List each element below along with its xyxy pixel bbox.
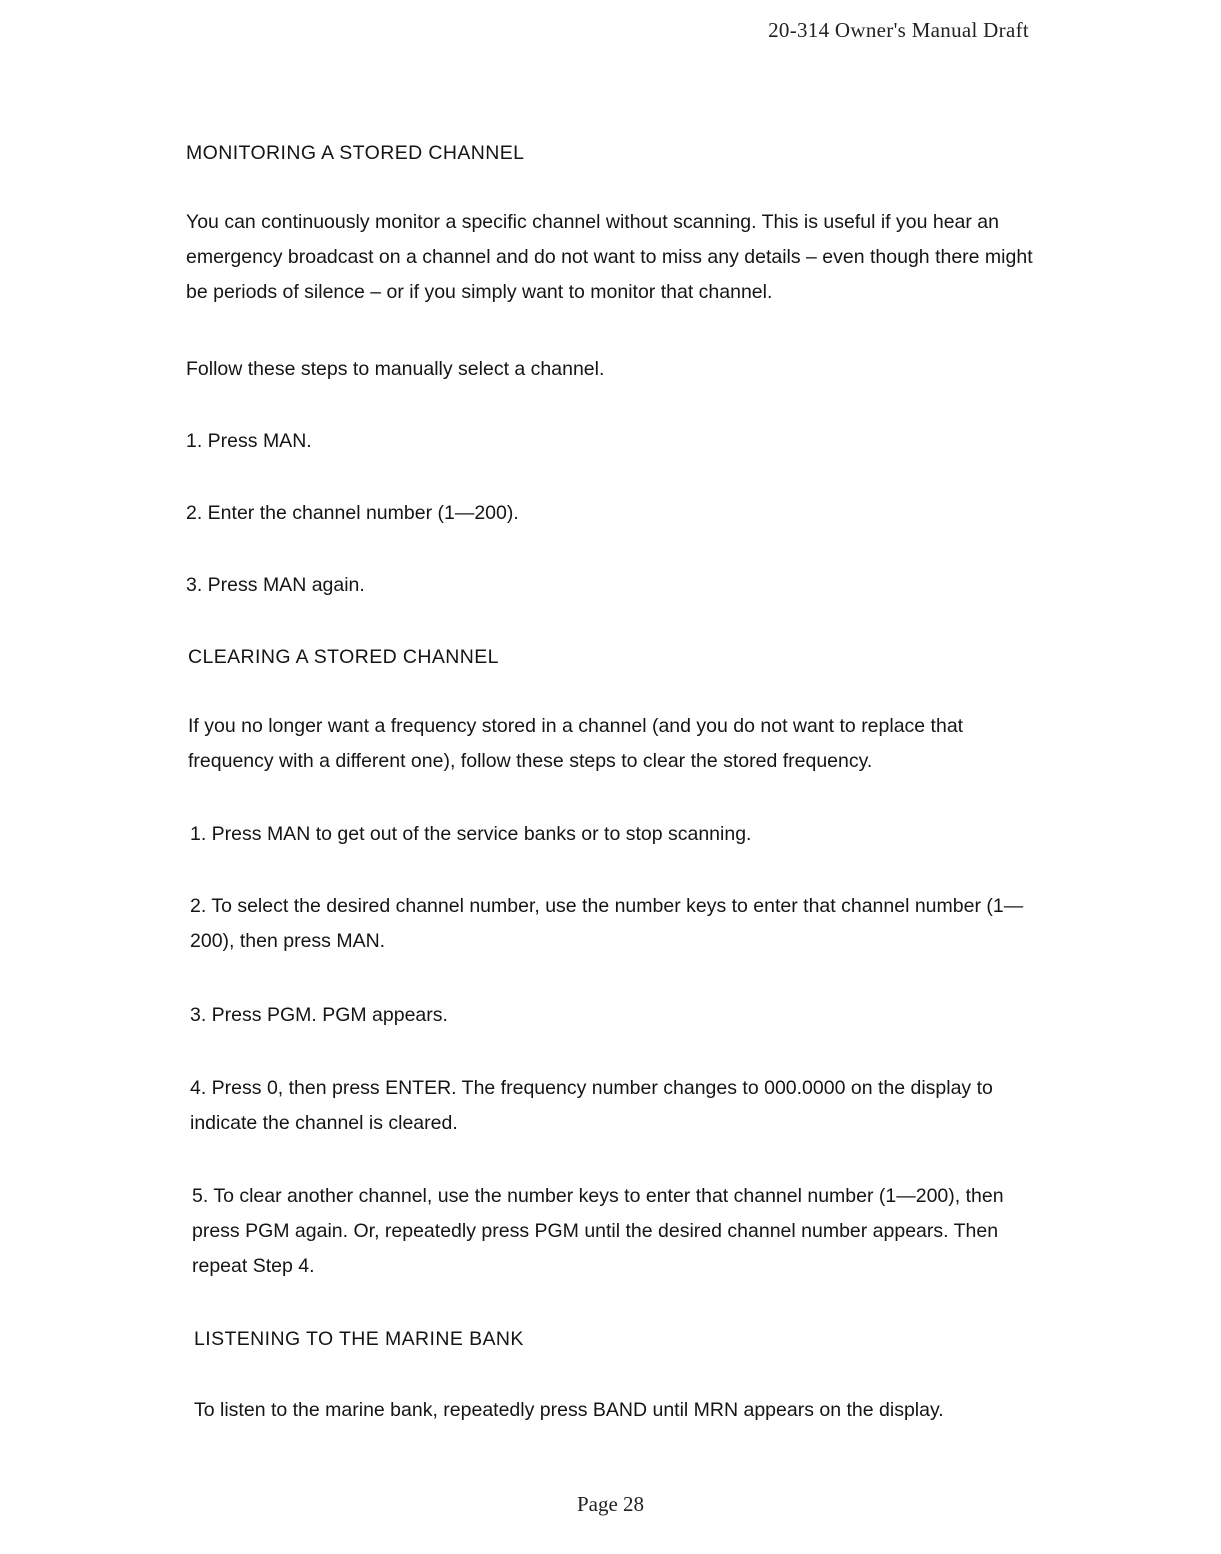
section-heading-monitoring: MONITORING A STORED CHANNEL <box>186 142 525 164</box>
clearing-step-3: 3. Press PGM. PGM appears. <box>190 1004 448 1026</box>
monitoring-step-2: 2. Enter the channel number (1—200). <box>186 502 519 524</box>
monitoring-step-1: 1. Press MAN. <box>186 430 312 452</box>
clearing-step-5: 5. To clear another channel, use the number keys to enter that channel number (1—200), then press PGM again. Or, repeatedly press PGM until the desired channel number appears. Then repeat Step 4. <box>192 1185 1004 1277</box>
section-heading-clearing: CLEARING A STORED CHANNEL <box>188 646 499 668</box>
paragraph-monitoring-lead: Follow these steps to manually select a channel. <box>186 358 605 380</box>
section-heading-marine: LISTENING TO THE MARINE BANK <box>194 1328 524 1350</box>
paragraph-clearing-intro: If you no longer want a frequency stored in a channel (and you do not want to replace that frequency with a different one), follow these steps to clear the stored frequency. <box>188 715 964 772</box>
running-header: 20-314 Owner's Manual Draft <box>768 18 1029 42</box>
clearing-step-2: 2. To select the desired channel number, use the number keys to enter that channel number (1—200), then press MAN. <box>190 895 1024 952</box>
clearing-step-1: 1. Press MAN to get out of the service banks or to stop scanning. <box>190 823 752 845</box>
monitoring-step-3: 3. Press MAN again. <box>186 574 365 596</box>
clearing-step-4: 4. Press 0, then press ENTER. The frequency number changes to 000.0000 on the display to indicate the channel is cleared. <box>190 1077 993 1134</box>
page-number: Page 28 <box>576 1492 645 1516</box>
paragraph-marine: To listen to the marine bank, repeatedly press BAND until MRN appears on the display. <box>194 1399 944 1421</box>
paragraph-monitoring-intro: You can continuously monitor a specific channel without scanning. This is useful if you hear an emergency broadcast on a channel and do not want to miss any details – even though there might be periods of silence – or if you simply want to monitor that channel. <box>186 211 1033 303</box>
